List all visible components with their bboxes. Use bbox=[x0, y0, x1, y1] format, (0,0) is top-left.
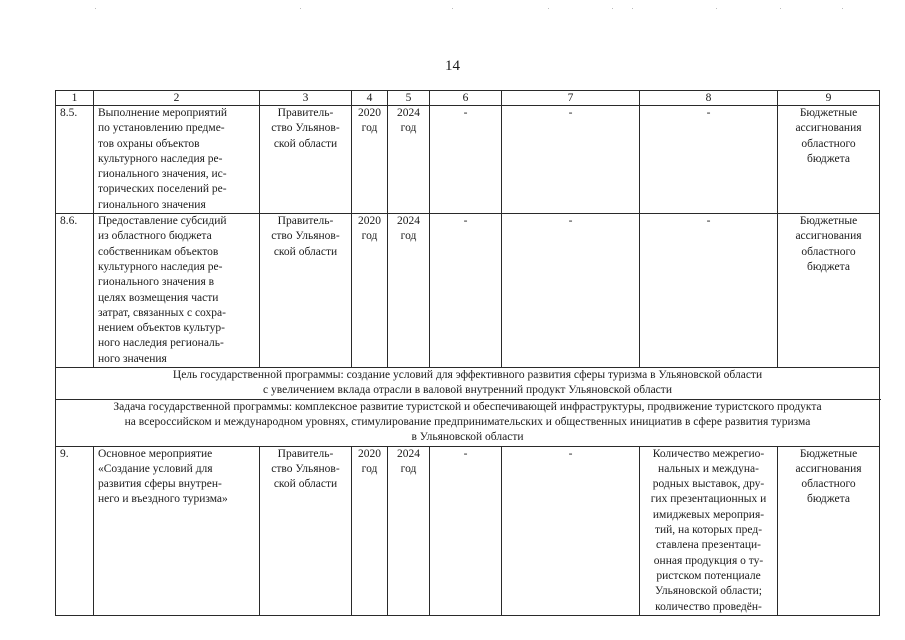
col-6: - bbox=[430, 106, 502, 214]
measure-description: Предоставление субсидий из областного бюджета собственникам объектов культурного наследия ре- гионального значения в целях возмещения части затрат, связанных с сохра- нением объектов культур- ного наследия региональ- ного значения bbox=[94, 214, 260, 368]
table-row bbox=[56, 446, 880, 615]
end-year: 2024 год bbox=[388, 446, 430, 615]
scan-noise bbox=[0, 8, 905, 12]
header-cell: 9 bbox=[778, 91, 880, 106]
measure-description: Выполнение мероприятий по установлению предме- тов охраны объектов культурного наследия ре- гионального значения, ис- торических поселений ре- гионального значения bbox=[94, 106, 260, 214]
program-task: Задача государственной программы: комплексное развитие туристской и обеспечивающей инфраструктуры, продвижение туристского продукта на всероссийском и международном уровнях, стимулирование предпринимательских и общественных инициатив в сфере развития туризма в Ульяновской области bbox=[56, 399, 880, 446]
executor: Правитель- ство Ульянов- ской области bbox=[260, 446, 352, 615]
goal-row bbox=[56, 368, 880, 400]
funding-source: Бюджетные ассигнования областного бюджета bbox=[778, 106, 880, 214]
header-cell: 4 bbox=[352, 91, 388, 106]
row-number: 9. bbox=[56, 446, 94, 615]
col-7: - bbox=[502, 446, 640, 615]
col-8: - bbox=[640, 106, 778, 214]
header-cell: 2 bbox=[94, 91, 260, 106]
row-number: 8.5. bbox=[56, 106, 94, 214]
header-cell: 1 bbox=[56, 91, 94, 106]
end-year: 2024 год bbox=[388, 214, 430, 368]
executor: Правитель- ство Ульянов- ской области bbox=[260, 106, 352, 214]
program-table bbox=[55, 90, 880, 616]
header-cell: 7 bbox=[502, 91, 640, 106]
executor: Правитель- ство Ульянов- ской области bbox=[260, 214, 352, 368]
start-year: 2020 год bbox=[352, 446, 388, 615]
col-7: - bbox=[502, 214, 640, 368]
table-row bbox=[56, 214, 880, 368]
header-cell: 5 bbox=[388, 91, 430, 106]
header-cell: 6 bbox=[430, 91, 502, 106]
row-number: 8.6. bbox=[56, 214, 94, 368]
end-year: 2024 год bbox=[388, 106, 430, 214]
start-year: 2020 год bbox=[352, 106, 388, 214]
target-indicator: Количество межрегио- нальных и междуна- родных выставок, дру- гих презентационных и имиджевых мероприя- тий, на которых пред- ставлена презентаци- онная продукция о ту- ристском потенциале Ульяновской области; количество проведён- bbox=[640, 446, 778, 615]
start-year: 2020 год bbox=[352, 214, 388, 368]
table-row bbox=[56, 106, 880, 214]
header-cell: 3 bbox=[260, 91, 352, 106]
page-number: 14 bbox=[445, 58, 460, 74]
funding-source: Бюджетные ассигнования областного бюджета bbox=[778, 446, 880, 615]
col-6: - bbox=[430, 214, 502, 368]
col-6: - bbox=[430, 446, 502, 615]
col-7: - bbox=[502, 106, 640, 214]
program-goal: Цель государственной программы: создание условий для эффективного развития сферы туризма в Ульяновской области с увеличением вклада отрасли в валовой внутренний продукт Ульяновской области bbox=[56, 368, 880, 400]
header-cell: 8 bbox=[640, 91, 778, 106]
funding-source: Бюджетные ассигнования областного бюджета bbox=[778, 214, 880, 368]
col-8: - bbox=[640, 214, 778, 368]
measure-description: Основное мероприятие «Создание условий для развития сферы внутрен- него и въездного туризма» bbox=[94, 446, 260, 615]
header-row bbox=[56, 91, 880, 106]
task-row bbox=[56, 399, 880, 446]
